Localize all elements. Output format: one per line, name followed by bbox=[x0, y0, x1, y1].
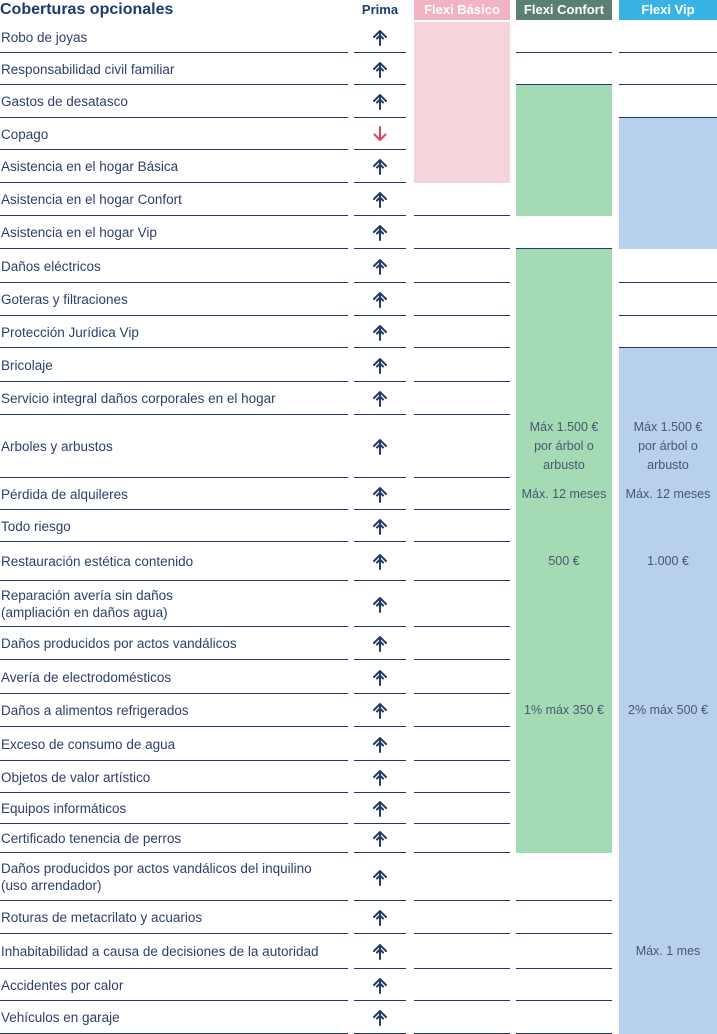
table-row bbox=[0, 283, 717, 316]
plan-cell-vip: 2% máx 500 € bbox=[619, 694, 717, 727]
plan-cell-vip bbox=[619, 118, 717, 150]
prima-cell bbox=[354, 761, 406, 793]
plan-cell-confort bbox=[516, 901, 612, 934]
plan-cell-confort bbox=[516, 793, 612, 824]
coverage-label: Todo riesgo bbox=[1, 518, 71, 534]
table-row bbox=[0, 22, 717, 53]
plan-cell-confort bbox=[516, 316, 612, 348]
plan-cell-basico bbox=[414, 183, 510, 216]
prima-cell bbox=[354, 694, 406, 727]
arrow-up-icon bbox=[372, 943, 388, 960]
prima-cell bbox=[354, 22, 406, 53]
coverage-label: Protección Jurídica Vip bbox=[1, 324, 139, 340]
prima-cell bbox=[354, 150, 406, 183]
table-row bbox=[0, 150, 717, 183]
plan-cell-confort bbox=[516, 85, 612, 118]
arrow-up-icon bbox=[372, 438, 388, 455]
plan-cell-vip bbox=[619, 969, 717, 1001]
arrow-up-icon bbox=[372, 191, 388, 208]
plan-cell-confort bbox=[516, 216, 612, 249]
plan-cell-confort: 500 € bbox=[516, 542, 612, 581]
coverage-label: Exceso de consumo de agua bbox=[1, 736, 176, 752]
prima-cell bbox=[354, 382, 406, 415]
plan-cell-basico bbox=[414, 316, 510, 348]
plan-cell-confort bbox=[516, 183, 612, 216]
arrow-up-icon bbox=[372, 800, 388, 817]
coverage-label: Asistencia en el hogar Confort bbox=[1, 192, 182, 207]
prima-cell bbox=[354, 542, 406, 581]
table-row bbox=[0, 348, 717, 382]
plan-cell-confort bbox=[516, 660, 612, 694]
plan-cell-basico bbox=[414, 761, 510, 793]
plan-cell-vip bbox=[619, 22, 717, 53]
table-row bbox=[0, 934, 717, 969]
arrow-up-icon bbox=[372, 29, 388, 46]
table-row bbox=[0, 761, 717, 793]
plan-cell-vip bbox=[619, 510, 717, 542]
prima-cell bbox=[354, 581, 406, 627]
table-row bbox=[0, 118, 717, 150]
arrow-up-icon bbox=[372, 518, 388, 535]
table-row bbox=[0, 793, 717, 824]
plan-cell-confort bbox=[516, 118, 612, 150]
plan-cell-confort: Máx. 12 meses bbox=[516, 478, 612, 510]
plan-cell-vip bbox=[619, 824, 717, 853]
prima-cell bbox=[354, 183, 406, 216]
plan-cell-confort bbox=[516, 1001, 612, 1034]
coverage-label: Servicio integral daños corporales en el hogar bbox=[1, 391, 276, 406]
arrow-up-icon bbox=[372, 909, 388, 926]
coverage-label: Accidentes por calor bbox=[1, 977, 124, 993]
coverage-label: Restauración estética contenido bbox=[1, 554, 194, 569]
plan-cell-basico bbox=[414, 824, 510, 853]
plan-cell-basico bbox=[414, 348, 510, 382]
plan-cell-basico bbox=[414, 216, 510, 249]
prima-cell bbox=[354, 853, 406, 901]
plan-cell-confort: 1% máx 350 € bbox=[516, 694, 612, 727]
prima-cell bbox=[354, 478, 406, 510]
plan-cell-basico bbox=[414, 660, 510, 694]
plan-cell-basico bbox=[414, 150, 510, 183]
plan-cell-basico bbox=[414, 22, 510, 53]
plan-cell-basico bbox=[414, 478, 510, 510]
table-row bbox=[0, 969, 717, 1001]
plan-cell-basico bbox=[414, 85, 510, 118]
prima-cell bbox=[354, 1001, 406, 1034]
arrow-up-icon bbox=[372, 357, 388, 374]
prima-cell bbox=[354, 627, 406, 660]
prima-cell bbox=[354, 510, 406, 542]
plan-cell-basico bbox=[414, 249, 510, 283]
coverage-label: Daños producidos por actos vandálicos bbox=[1, 636, 237, 651]
plan-cell-vip bbox=[619, 853, 717, 901]
table-row bbox=[0, 824, 717, 853]
plan-cell-basico bbox=[414, 1001, 510, 1034]
plan-cell-confort bbox=[516, 249, 612, 283]
plan-cell-basico bbox=[414, 53, 510, 85]
plan-cell-basico bbox=[414, 542, 510, 581]
plan-cell-confort: Máx 1.500 € por árbol o arbusto bbox=[516, 415, 612, 478]
prima-cell bbox=[354, 216, 406, 249]
arrow-up-icon bbox=[372, 736, 388, 753]
prima-cell bbox=[354, 348, 406, 382]
prima-cell bbox=[354, 53, 406, 85]
table-title: Coberturas opcionales bbox=[0, 1, 174, 18]
prima-cell bbox=[354, 283, 406, 316]
table-row bbox=[0, 415, 717, 478]
prima-cell bbox=[354, 901, 406, 934]
table-row bbox=[0, 510, 717, 542]
coverage-label: Avería de electrodomésticos bbox=[1, 669, 172, 685]
plan-cell-basico bbox=[414, 510, 510, 542]
table-row bbox=[0, 249, 717, 283]
arrow-up-icon bbox=[372, 324, 388, 341]
plan-cell-confort bbox=[516, 853, 612, 901]
table-row bbox=[0, 85, 717, 118]
arrow-up-icon bbox=[372, 1009, 388, 1026]
coverage-label: Asistencia en el hogar Básica bbox=[1, 159, 179, 174]
plan-cell-confort bbox=[516, 727, 612, 761]
table-row bbox=[0, 216, 717, 249]
plan-cell-confort bbox=[516, 581, 612, 627]
arrow-up-icon bbox=[372, 390, 388, 407]
plan-cell-basico bbox=[414, 934, 510, 969]
arrow-up-icon bbox=[372, 669, 388, 686]
prima-cell bbox=[354, 824, 406, 853]
arrow-down-icon bbox=[372, 126, 388, 143]
plan-cell-basico bbox=[414, 901, 510, 934]
arrow-up-icon bbox=[372, 702, 388, 719]
prima-cell bbox=[354, 660, 406, 694]
plan-cell-basico bbox=[414, 853, 510, 901]
plan-cell-confort bbox=[516, 348, 612, 382]
plan-cell-vip bbox=[619, 627, 717, 660]
plan-cell-confort bbox=[516, 22, 612, 53]
plan-cell-vip: Máx. 1 mes bbox=[619, 934, 717, 969]
coverage-label: Roturas de metacrilato y acuarios bbox=[1, 910, 203, 925]
plan-cell-confort bbox=[516, 150, 612, 183]
arrow-up-icon bbox=[372, 635, 388, 652]
plan-cell-confort bbox=[516, 510, 612, 542]
table-row bbox=[0, 478, 717, 510]
coverage-label: Asistencia en el hogar Vip bbox=[1, 225, 157, 240]
plan-cell-vip bbox=[619, 382, 717, 415]
plan-cell-vip bbox=[619, 53, 717, 85]
arrow-up-icon bbox=[372, 553, 388, 570]
arrow-up-icon bbox=[372, 769, 388, 786]
plan-cell-vip bbox=[619, 249, 717, 283]
plan-cell-vip: Máx. 12 meses bbox=[619, 478, 717, 510]
coverage-label: Pérdida de alquileres bbox=[1, 486, 128, 502]
table-row bbox=[0, 627, 717, 660]
arrow-up-icon bbox=[372, 61, 388, 78]
arrow-up-icon bbox=[372, 486, 388, 503]
coverage-label: Responsabilidad civil familiar bbox=[1, 61, 175, 77]
arrow-up-icon bbox=[372, 258, 388, 275]
coverage-label: Copago bbox=[1, 126, 49, 142]
plan-cell-vip bbox=[619, 316, 717, 348]
plan-cell-basico bbox=[414, 793, 510, 824]
coverage-label: Bricolaje bbox=[1, 357, 53, 373]
coverage-label: Inhabitabilidad a causa de decisiones de la autoridad bbox=[1, 944, 319, 959]
plan-cell-vip bbox=[619, 150, 717, 183]
plan-cell-confort bbox=[516, 761, 612, 793]
table-row bbox=[0, 727, 717, 761]
plan-cell-basico bbox=[414, 283, 510, 316]
plan-cell-vip: Máx 1.500 € por árbol o arbusto bbox=[619, 415, 717, 478]
table-row bbox=[0, 581, 717, 627]
plan-cell-confort bbox=[516, 283, 612, 316]
arrow-up-icon bbox=[372, 977, 388, 994]
coverage-label: Reparación avería sin daños (ampliación en daños agua) bbox=[1, 588, 173, 620]
table-row bbox=[0, 694, 717, 727]
arrow-up-icon bbox=[372, 158, 388, 175]
plan-cell-confort bbox=[516, 824, 612, 853]
plan-header-flexi-basico: Flexi Básico bbox=[414, 0, 510, 20]
plan-cell-vip bbox=[619, 793, 717, 824]
arrow-up-icon bbox=[372, 93, 388, 110]
plan-cell-vip bbox=[619, 348, 717, 382]
arrow-up-icon bbox=[372, 869, 388, 886]
coverage-label: Gastos de desatasco bbox=[1, 94, 128, 109]
prima-cell bbox=[354, 316, 406, 348]
table-row bbox=[0, 853, 717, 901]
plan-cell-basico bbox=[414, 969, 510, 1001]
table-row bbox=[0, 316, 717, 348]
table-row bbox=[0, 1001, 717, 1034]
prima-cell bbox=[354, 969, 406, 1001]
plan-header-flexi-confort: Flexi Confort bbox=[516, 0, 612, 20]
prima-cell bbox=[354, 934, 406, 969]
plan-cell-confort bbox=[516, 627, 612, 660]
plan-cell-vip bbox=[619, 283, 717, 316]
coverage-label: Vehículos en garaje bbox=[1, 1010, 120, 1025]
plan-header-flexi-vip: Flexi Vip bbox=[619, 0, 717, 20]
plan-cell-basico bbox=[414, 118, 510, 150]
prima-cell bbox=[354, 793, 406, 824]
plan-cell-vip bbox=[619, 727, 717, 761]
table-row bbox=[0, 660, 717, 694]
plan-cell-confort bbox=[516, 934, 612, 969]
plan-cell-basico bbox=[414, 627, 510, 660]
table-row bbox=[0, 53, 717, 85]
prima-cell bbox=[354, 85, 406, 118]
plan-cell-vip: 1.000 € bbox=[619, 542, 717, 581]
plan-cell-vip bbox=[619, 660, 717, 694]
prima-cell bbox=[354, 118, 406, 150]
plan-cell-basico bbox=[414, 727, 510, 761]
arrow-up-icon bbox=[372, 224, 388, 241]
arrow-up-icon bbox=[372, 830, 388, 847]
plan-cell-confort bbox=[516, 382, 612, 415]
prima-cell bbox=[354, 249, 406, 283]
plan-cell-vip bbox=[619, 581, 717, 627]
plan-cell-vip bbox=[619, 901, 717, 934]
plan-cell-vip bbox=[619, 183, 717, 216]
coverage-label: Goteras y filtraciones bbox=[1, 292, 128, 307]
plan-cell-basico bbox=[414, 694, 510, 727]
plan-cell-vip bbox=[619, 1001, 717, 1034]
plan-cell-confort bbox=[516, 969, 612, 1001]
plan-cell-vip bbox=[619, 216, 717, 249]
plan-cell-basico bbox=[414, 415, 510, 478]
arrow-up-icon bbox=[372, 596, 388, 613]
plan-cell-confort bbox=[516, 53, 612, 85]
table-row bbox=[0, 542, 717, 581]
arrow-up-icon bbox=[372, 291, 388, 308]
coverage-label: Arboles y arbustos bbox=[1, 439, 113, 454]
plan-cell-basico bbox=[414, 581, 510, 627]
coverage-label: Equipos informáticos bbox=[1, 801, 127, 816]
coverage-label: Daños eléctricos bbox=[1, 258, 101, 274]
coverage-label: Daños a alimentos refrigerados bbox=[1, 703, 189, 718]
plan-cell-vip bbox=[619, 761, 717, 793]
coverage-label: Objetos de valor artístico bbox=[1, 769, 151, 785]
plan-cell-vip bbox=[619, 85, 717, 118]
coverage-label: Daños producidos por actos vandálicos del inquilino (uso arrendador) bbox=[1, 861, 312, 893]
plan-cell-basico bbox=[414, 382, 510, 415]
coverage-label: Robo de joyas bbox=[1, 30, 88, 45]
prima-cell bbox=[354, 415, 406, 478]
table-row bbox=[0, 382, 717, 415]
table-row bbox=[0, 183, 717, 216]
prima-cell bbox=[354, 727, 406, 761]
coverage-label: Certificado tenencia de perros bbox=[1, 831, 182, 846]
table-row bbox=[0, 901, 717, 934]
prima-column-header: Prima bbox=[361, 2, 399, 17]
